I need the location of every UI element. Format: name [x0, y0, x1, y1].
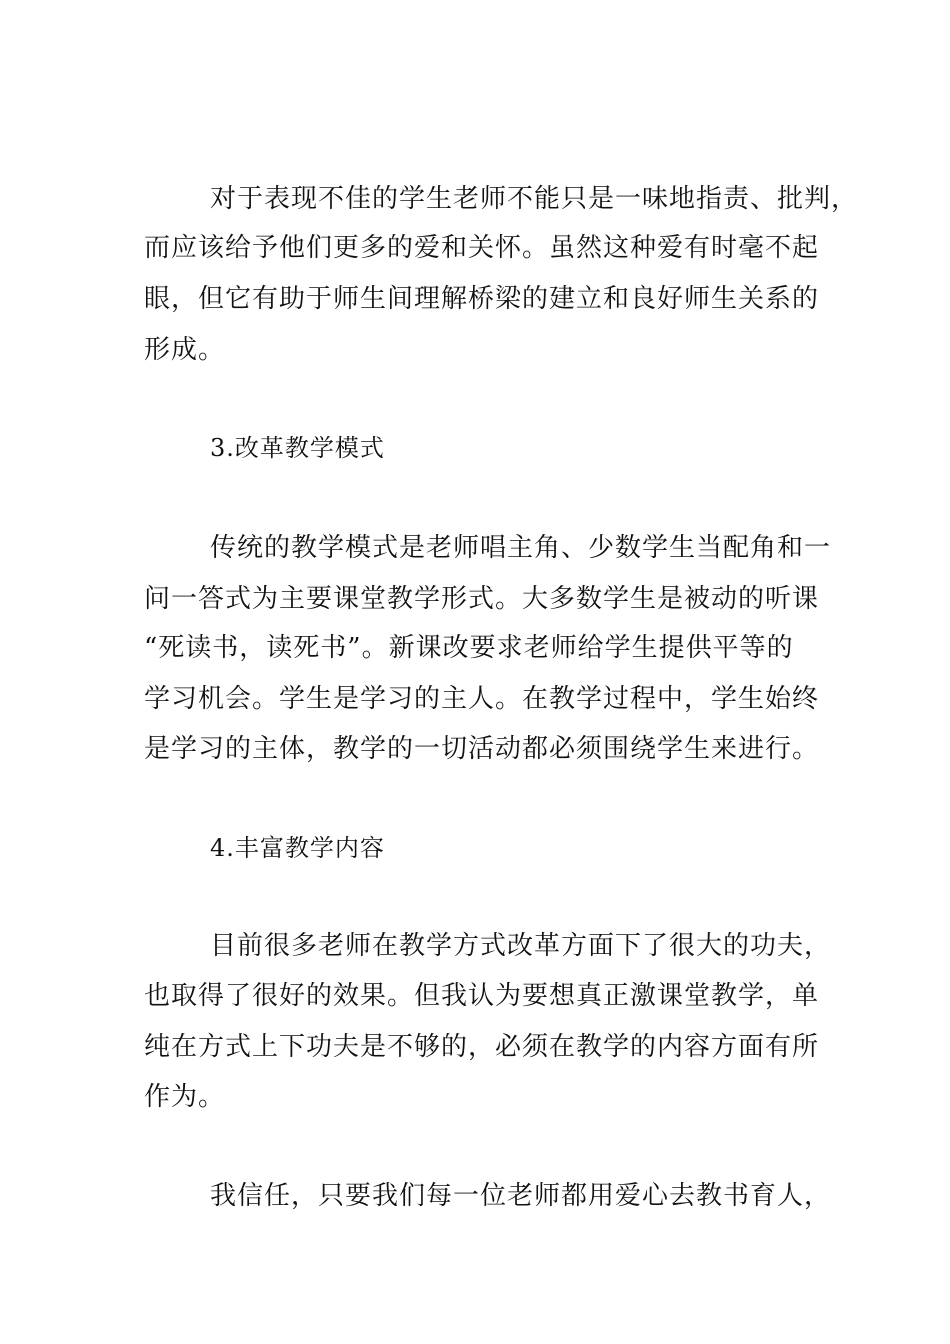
paragraph-line: 学习机会。学生是学习的主人。在教学过程中，学生始终	[144, 684, 820, 714]
section-heading-3: 3.改革教学模式	[210, 434, 385, 462]
paragraph-line: 我信任，只要我们每一位老师都用爱心去教书育人，	[210, 1181, 832, 1211]
paragraph-line: 问一答式为主要课堂教学形式。大多数学生是被动的听课	[144, 584, 820, 614]
paragraph-line: 传统的教学模式是老师唱主角、少数学生当配角和一	[210, 533, 832, 563]
paragraph-line: 是学习的主体，教学的一切活动都必须围绕学生来进行。	[144, 734, 820, 764]
paragraph-line: 目前很多老师在教学方式改革方面下了很大的功夫，	[210, 931, 832, 961]
section-heading-4: 4.丰富教学内容	[210, 834, 385, 862]
paragraph-line: 而应该给予他们更多的爱和关怀。虽然这种爱有时毫不起	[144, 233, 820, 263]
paragraph-line: 作为。	[144, 1082, 226, 1112]
paragraph-line: 形成。	[144, 335, 226, 365]
paragraph-line: “死读书，读死书”。新课改要求老师给学生提供平等的	[144, 633, 794, 663]
paragraph-line: 眼，但它有助于师生间理解桥梁的建立和良好师生关系的	[144, 284, 820, 314]
paragraph-line: 纯在方式上下功夫是不够的，必须在教学的内容方面有所	[144, 1032, 820, 1062]
paragraph-line: 对于表现不佳的学生老师不能只是一味地指责、批判，	[210, 184, 859, 214]
paragraph-line: 也取得了很好的效果。但我认为要想真正激课堂教学，单	[144, 981, 820, 1011]
